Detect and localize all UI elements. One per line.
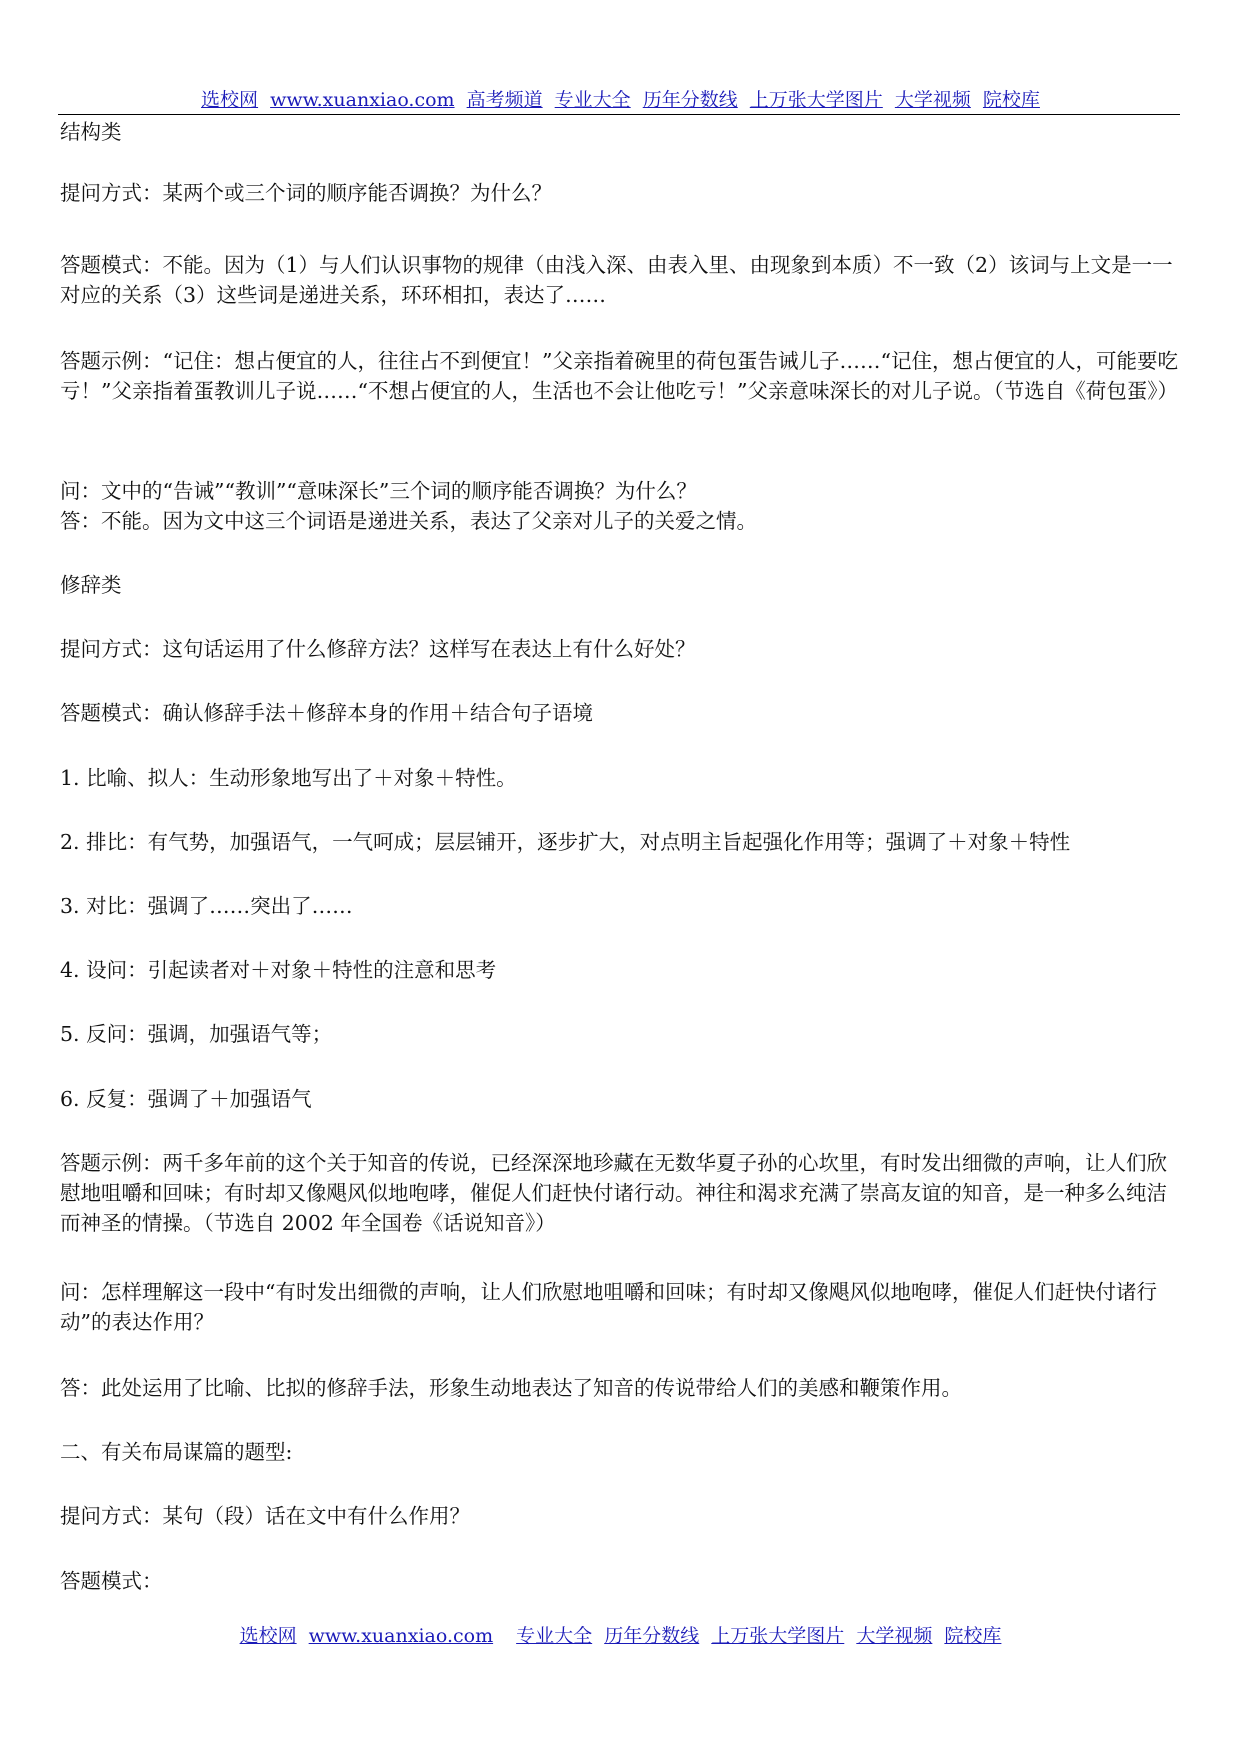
header-link-site-url[interactable]: www.xuanxiao.com — [270, 89, 455, 111]
section-heading-rhetoric: 修辞类 — [60, 573, 122, 597]
list-item: 6. 反复：强调了＋加强语气 — [60, 1087, 312, 1111]
paragraph: 答题模式：确认修辞手法＋修辞本身的作用＋结合句子语境 — [60, 701, 593, 725]
list-item: 1. 比喻、拟人：生动形象地写出了＋对象＋特性。 — [60, 766, 517, 790]
header-link-photos[interactable]: 上万张大学图片 — [749, 89, 883, 111]
header-divider — [58, 114, 1180, 115]
header-link-majors[interactable]: 专业大全 — [554, 89, 631, 111]
footer-link-schools[interactable]: 院校库 — [944, 1625, 1002, 1647]
answer: 答：不能。因为文中这三个词语是递进关系，表达了父亲对儿子的关爱之情。 — [60, 509, 757, 533]
paragraph: 答题示例：两千多年前的这个关于知音的传说，已经深深地珍藏在无数华夏子孙的心坎里，有时发出细微的声响，让人们欣慰地咀嚼和回味；有时却又像飓风似地咆哮，催促人们赶快付诸行动。神往和渴求充满了崇高友谊的知音，是一种多么纯洁而神圣的情操。（节选自 2002 年全国卷《话说知音》） — [60, 1151, 1167, 1235]
list-item: 3. 对比：强调了……突出了…… — [60, 894, 353, 918]
footer-link-majors[interactable]: 专业大全 — [516, 1625, 593, 1647]
footer-links — [0, 1624, 1241, 1648]
paragraph: 答题模式：不能。因为（1）与人们认识事物的规律（由浅入深、由表入里、由现象到本质）不一致（2）该词与上文是一一对应的关系（3）这些词是递进关系，环环相扣，表达了…… — [60, 253, 1173, 307]
paragraph: 提问方式：某两个或三个词的顺序能否调换？为什么？ — [60, 181, 552, 205]
header-link-gaokao[interactable]: 高考频道 — [466, 89, 543, 111]
list-item: 4. 设问：引起读者对＋对象＋特性的注意和思考 — [60, 958, 497, 982]
header-link-schools[interactable]: 院校库 — [982, 89, 1040, 111]
footer-link-videos[interactable]: 大学视频 — [856, 1625, 933, 1647]
footer-link-scores[interactable]: 历年分数线 — [604, 1625, 700, 1647]
header-link-scores[interactable]: 历年分数线 — [642, 89, 738, 111]
header-link-videos[interactable]: 大学视频 — [894, 89, 971, 111]
list-item: 2. 排比：有气势，加强语气，一气呵成；层层铺开，逐步扩大，对点明主旨起强化作用等；强调了＋对象＋特性 — [60, 830, 1071, 854]
section-heading-structure: 结构类 — [60, 120, 122, 144]
paragraph: 答题示例：“记住：想占便宜的人，往往占不到便宜！”父亲指着碗里的荷包蛋告诫儿子……“记住，想占便宜的人，可能要吃亏！”父亲指着蛋教训儿子说……“不想占便宜的人，生活也不会让他吃亏！”父亲意味深长的对儿子说。（节选自《荷包蛋》） — [60, 349, 1178, 403]
list-item: 5. 反问：强调，加强语气等； — [60, 1022, 333, 1046]
paragraph: 提问方式：这句话运用了什么修辞方法？这样写在表达上有什么好处？ — [60, 637, 696, 661]
footer-link-site-url[interactable]: www.xuanxiao.com — [308, 1625, 494, 1647]
header-link-xuanxiao[interactable]: 选校网 — [201, 89, 259, 111]
question: 问：怎样理解这一段中“有时发出细微的声响，让人们欣慰地咀嚼和回味；有时却又像飓风似地咆哮，催促人们赶快付诸行动”的表达作用？ — [60, 1280, 1157, 1334]
question: 问：文中的“告诫”“教训”“意味深长”三个词的顺序能否调换？为什么？ — [60, 479, 697, 503]
paragraph: 提问方式：某句（段）话在文中有什么作用？ — [60, 1504, 470, 1528]
footer-link-xuanxiao[interactable]: 选校网 — [239, 1625, 297, 1647]
header-links — [0, 88, 1241, 112]
section-heading-layout: 二、有关布局谋篇的题型: — [60, 1440, 293, 1464]
paragraph: 答题模式： — [60, 1569, 163, 1593]
footer-link-photos[interactable]: 上万张大学图片 — [711, 1625, 845, 1647]
answer: 答：此处运用了比喻、比拟的修辞手法，形象生动地表达了知音的传说带给人们的美感和鞭策作用。 — [60, 1376, 962, 1400]
